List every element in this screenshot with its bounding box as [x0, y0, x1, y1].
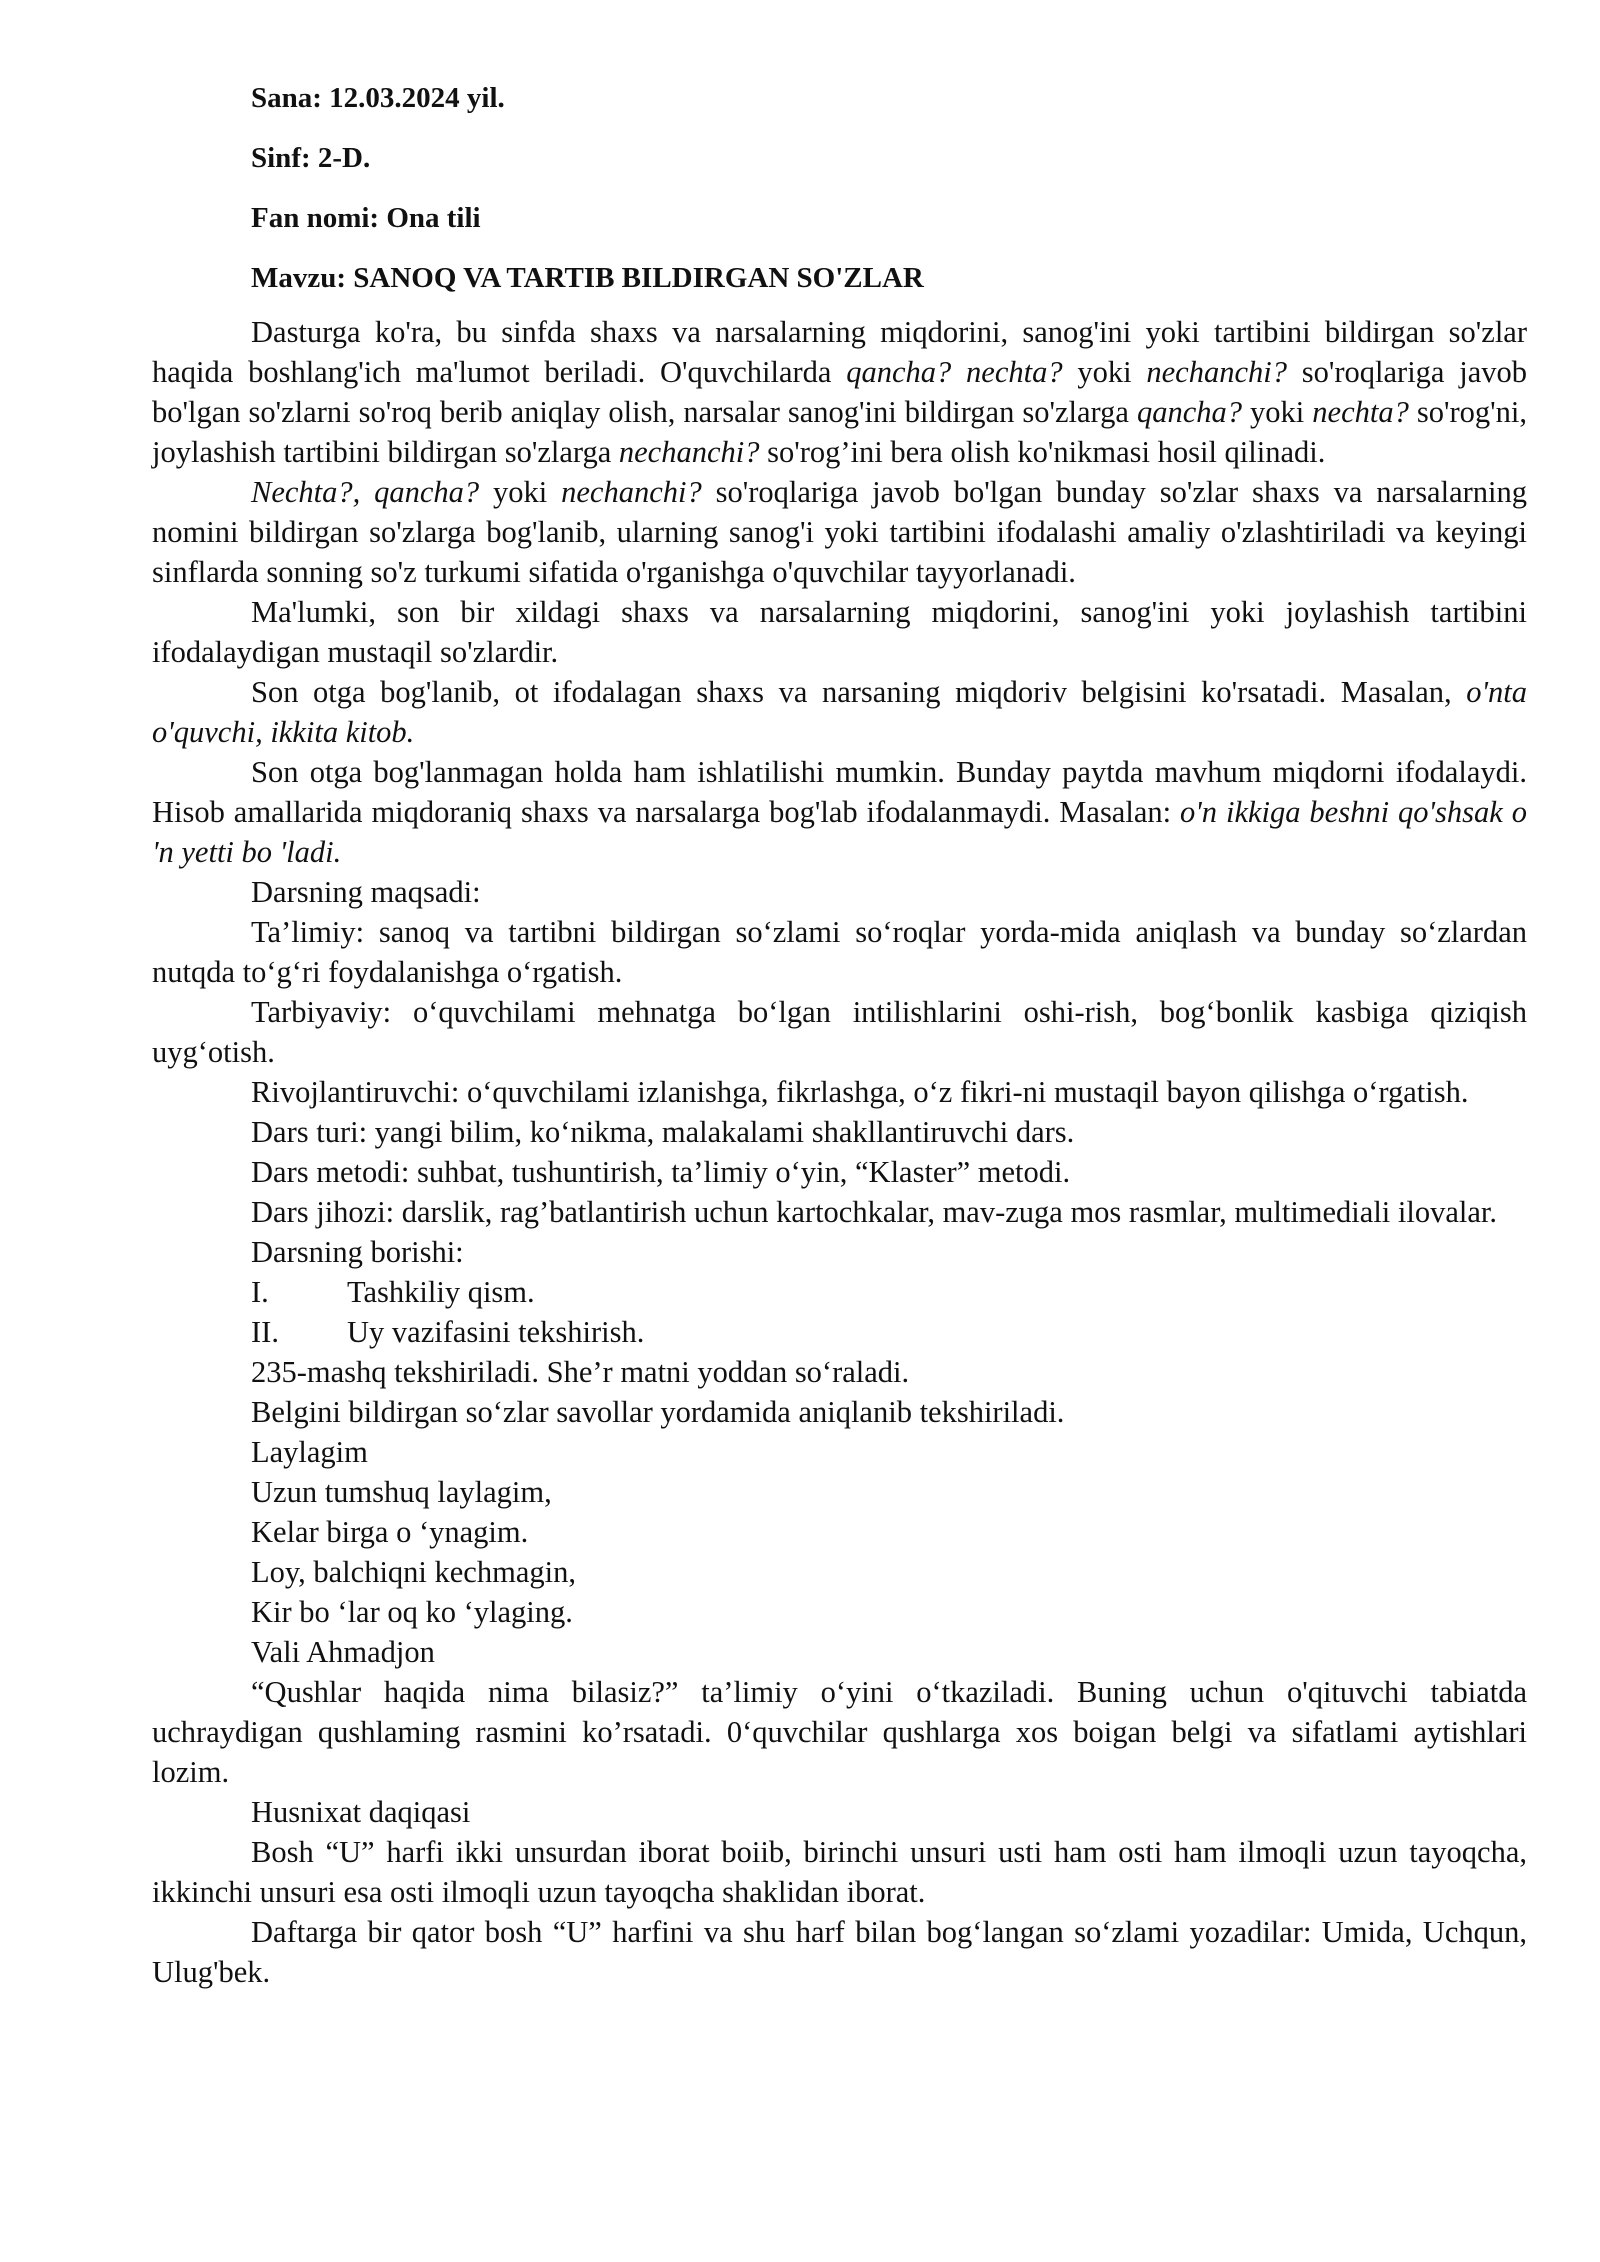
- text-run: yoki: [1242, 395, 1313, 429]
- italic-run: nechanchi?: [1146, 355, 1287, 389]
- list-number: I.: [251, 1275, 269, 1309]
- poem-line: Loy, balchiqni kechmagin,: [251, 1555, 576, 1589]
- document-page: [152, 72, 1527, 1992]
- paragraph-questions: [152, 472, 1527, 592]
- list-text: Uy vazifasini tekshirish.: [347, 1315, 645, 1349]
- paragraph-lesson-method: Dars metodi: suhbat, tushuntirish, ta’limiy o‘yin, “Klaster” metodi.: [251, 1155, 1071, 1189]
- lesson-subject: Fan nomi: Ona tili: [251, 202, 481, 234]
- exercise-check-line: 235-mashq tekshiriladi. She’r matni yoddan so‘raladi.: [251, 1355, 910, 1389]
- lesson-class: Sinf: 2-D.: [251, 142, 371, 174]
- italic-run: nechta?: [1312, 395, 1409, 429]
- paragraph-definition: Ma'lumki, son bir xildagi shaxs va narsalarning miqdorini, sanog'ini yoki joylashish tartibini ifodalaydigan mustaqil so'zlardir.: [152, 595, 1527, 669]
- italic-run: Nechta?, qancha?: [251, 475, 480, 509]
- goal-title: Darsning maqsadi:: [251, 875, 481, 909]
- paragraph-example-1: [152, 672, 1527, 752]
- italic-run: qancha?: [1136, 395, 1242, 429]
- poem-title: Laylagim: [251, 1435, 368, 1469]
- paragraph-lesson-equipment: Dars jihozi: darslik, rag’batlantirish uchun kartochkalar, mav-zuga mos rasmlar, multimediali ilovalar.: [251, 1195, 1497, 1229]
- text-run: so'rog’ini bera olish ko'nikmasi hosil qilinadi.: [759, 435, 1326, 469]
- document-body: [152, 312, 1527, 1992]
- text-run: yoki: [1062, 355, 1147, 389]
- list-number: II.: [251, 1315, 279, 1349]
- list-item: [251, 1312, 1527, 1352]
- text-run: Son otga bog'lanib, ot ifodalagan shaxs va narsaning miqdoriv belgisini ko'rsatadi. Masalan,: [251, 675, 1467, 709]
- italic-run: o'nta o'quvchi, ikkita kitob.: [152, 675, 1527, 749]
- text-run: yoki: [479, 475, 562, 509]
- words-check-line: Belgini bildirgan so‘zlar savollar yordamida aniqlanib tekshiriladi.: [251, 1395, 1065, 1429]
- italic-run: nechanchi?: [561, 475, 702, 509]
- paragraph-program-overview: [152, 312, 1527, 472]
- list-text: Tashkiliy qism.: [347, 1275, 535, 1309]
- handwriting-title: Husnixat daqiqasi: [251, 1795, 471, 1829]
- italic-run: nechanchi?: [618, 435, 760, 469]
- paragraph-upbringing-goal: Tarbiyaviy: o‘quvchilami mehnatga bo‘lgan intilishlarini oshi-rish, bog‘bonlik kasbiga qiziqish uyg‘otish.: [152, 995, 1527, 1069]
- paragraph-letter-u: Bosh “U” harfi ikki unsurdan iborat boiib, birinchi unsuri usti ham osti ham ilmoqli uzun tayoqcha, ikkinchi unsuri esa osti ilmoqli uzun tayoqcha shaklidan iborat.: [152, 1835, 1527, 1909]
- text-run: Son otga bog'lanmagan holda ham ishlatilishi mumkin. Bunday paytda mavhum miqdorni ifodalaydi. Hisob amallarida miqdoraniq shaxs va narsalarga bog'lab ifodalanmaydi. Masalan:: [152, 755, 1527, 829]
- poem-author: Vali Ahmadjon: [251, 1635, 435, 1669]
- italic-run: qancha? nechta?: [846, 355, 1063, 389]
- list-item: [251, 1272, 1527, 1312]
- text-run: so'rog'ni, joylashish tartibini bildirgan so'zlarga: [152, 395, 1527, 469]
- lesson-topic: Mavzu: SANOQ VA TARTIB BILDIRGAN SO'ZLAR: [251, 262, 924, 294]
- paragraph-educational-goal: Ta’limiy: sanoq va tartibni bildirgan so‘zlami so‘roqlar yorda-mida aniqlash va bunday so‘zlardan nutqda to‘g‘ri foydalanishga o‘rgatish.: [152, 915, 1527, 989]
- lesson-date: Sana: 12.03.2024 yil.: [251, 82, 505, 114]
- paragraph-developmental-goal: Rivojlantiruvchi: o‘quvchilami izlanishga, fikrlashga, o‘z fikri-ni mustaqil bayon qilishga o‘rgatish.: [251, 1075, 1469, 1109]
- paragraph-lesson-type: Dars turi: yangi bilim, ko‘nikma, malakalami shakllantiruvchi dars.: [251, 1115, 1075, 1149]
- process-title: Darsning borishi:: [251, 1235, 464, 1269]
- poem-line: Kelar birga o ‘ynagim.: [251, 1515, 529, 1549]
- paragraph-birds-game: “Qushlar haqida nima bilasiz?” ta’limiy o‘yini o‘tkaziladi. Buning uchun o'qituvchi tabiatda uchraydigan qushlaming rasmini ko’rsatadi. 0‘quvchilar qushlarga xos boigan belgi va sifatlami aytishlari lozim.: [152, 1675, 1527, 1789]
- poem-line: Kir bo ‘lar oq ko ‘ylaging.: [251, 1595, 573, 1629]
- text-run: so'roqlariga javob bo'lgan so'zlarni so'roq berib aniqlay olish, narsalar sanog'ini bildirgan so'zlarga: [152, 355, 1527, 429]
- text-run: Dasturga ko'ra, bu sinfda shaxs va narsalarning miqdorini, sanog'ini yoki tartibini bildirgan so'zlar haqida boshlang'ich ma'lumot beriladi. O'quvchilarda: [152, 315, 1527, 389]
- text-run: so'roqlariga javob bo'lgan bunday so'zlar shaxs va narsalarning nomini bildirgan so'zlarga bog'lanib, ularning sanog'i yoki tartibini ifodalashi amaliy o'zlashtiriladi va keyingi sinflarda sonning so'z turkumi sifatida o'rganishga o'quvchilar tayyorlanadi.: [152, 475, 1527, 589]
- poem-line: Uzun tumshuq laylagim,: [251, 1475, 552, 1509]
- italic-run: o'n ikkiga beshni qo'shsak o 'n yetti bo 'ladi.: [152, 795, 1527, 869]
- paragraph-example-2: [152, 752, 1527, 872]
- paragraph-notebook-task: Daftarga bir qator bosh “U” harfini va shu harf bilan bog‘langan so‘zlami yozadilar: Umida, Uchqun, Ulug'bek.: [152, 1915, 1527, 1989]
